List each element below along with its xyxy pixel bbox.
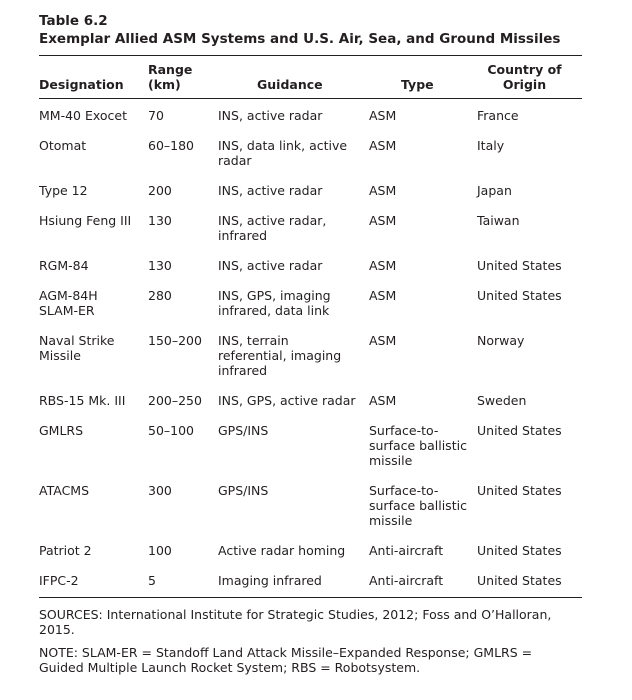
cell-type-line: ASM: [369, 183, 397, 198]
cell-range: 130: [148, 213, 172, 228]
cell-guidance-line: INS, GPS, active radar: [218, 393, 356, 408]
cell-type-line: Anti-aircraft: [369, 543, 444, 558]
sources-note: SOURCES: International Institute for Strategic Studies, 2012; Foss and O’Halloran, 2015.: [39, 607, 552, 637]
cell-type-line: surface ballistic: [369, 438, 467, 453]
cell-type-line: ASM: [369, 393, 397, 408]
header-country-line1: Country of: [487, 62, 562, 77]
cell-designation-line: SLAM-ER: [39, 303, 95, 318]
cell-country: Sweden: [477, 393, 527, 408]
cell-guidance-line: GPS/INS: [218, 483, 269, 498]
cell-country: Norway: [477, 333, 525, 348]
cell-guidance: [218, 99, 369, 139]
header-country: [477, 56, 582, 99]
cell-range: 50–100: [148, 423, 195, 438]
cell-designation-line: Missile: [39, 348, 81, 363]
cell-type: [369, 258, 477, 288]
table-number: Table 6.2: [39, 13, 108, 29]
cell-type: [369, 483, 477, 543]
cell-designation: [39, 333, 148, 393]
cell-range: 60–180: [148, 138, 195, 153]
cell-country: United States: [477, 483, 562, 498]
cell-type-line: Surface-to-: [369, 483, 439, 498]
cell-designation: [39, 99, 148, 139]
cell-designation: [39, 183, 148, 213]
cell-guidance: [218, 183, 369, 213]
cell-range: 130: [148, 258, 172, 273]
table-row: [39, 393, 582, 423]
table-row: [39, 258, 582, 288]
cell-designation-line: RGM-84: [39, 258, 89, 273]
cell-guidance-line: INS, GPS, imaging: [218, 288, 331, 303]
cell-designation-line: GMLRS: [39, 423, 84, 438]
cell-designation-line: Patriot 2: [39, 543, 92, 558]
cell-type-line: surface ballistic: [369, 498, 467, 513]
cell-guidance-line: Active radar homing: [218, 543, 346, 558]
cell-guidance: [218, 393, 369, 423]
header-designation: Designation: [39, 77, 124, 92]
cell-designation: [39, 393, 148, 423]
cell-designation-line: Type 12: [39, 183, 88, 198]
cell-designation-line: AGM-84H: [39, 288, 98, 303]
table-body: [39, 99, 582, 598]
cell-designation-line: ATACMS: [39, 483, 90, 498]
cell-guidance-line: infrared, data link: [218, 303, 330, 318]
cell-type: [369, 423, 477, 483]
cell-guidance-line: Imaging infrared: [218, 573, 322, 588]
cell-type: [369, 393, 477, 423]
cell-guidance: [218, 288, 369, 333]
cell-country: United States: [477, 543, 562, 558]
cell-type: [369, 573, 477, 598]
cell-guidance-line: infrared: [218, 363, 268, 378]
cell-type-line: missile: [369, 513, 413, 528]
cell-guidance-line: INS, active radar: [218, 108, 323, 123]
cell-country: United States: [477, 258, 562, 273]
table-figure: [39, 12, 582, 683]
cell-range: 200: [148, 183, 172, 198]
cell-range: 150–200: [148, 333, 202, 348]
header-guidance: Guidance: [257, 77, 323, 92]
cell-type-line: ASM: [369, 288, 397, 303]
cell-designation: [39, 213, 148, 258]
cell-range: 200–250: [148, 393, 202, 408]
cell-type: [369, 138, 477, 183]
header-type: Type: [401, 77, 434, 92]
cell-country: Taiwan: [477, 213, 520, 228]
cell-designation-line: IFPC-2: [39, 573, 79, 588]
cell-designation-line: Otomat: [39, 138, 87, 153]
header-range: Range (km): [148, 62, 193, 92]
cell-guidance: [218, 543, 369, 573]
table-row: [39, 423, 582, 483]
cell-guidance: [218, 138, 369, 183]
abbreviation-note: NOTE: SLAM-ER = Standoff Land Attack Missile–Expanded Response; GMLRS = Guided Multiple Launch Rocket System; RBS = Robotsystem.: [39, 645, 533, 675]
cell-type-line: Surface-to-: [369, 423, 439, 438]
cell-designation: [39, 483, 148, 543]
cell-range: 100: [148, 543, 172, 558]
cell-country: United States: [477, 423, 562, 438]
cell-guidance: [218, 213, 369, 258]
cell-type: [369, 288, 477, 333]
cell-guidance: [218, 423, 369, 483]
cell-designation: [39, 423, 148, 483]
cell-guidance-line: INS, data link, active: [218, 138, 348, 153]
table-notes: [39, 607, 559, 675]
cell-type-line: missile: [369, 453, 413, 468]
header-country-line2: Origin: [502, 77, 547, 92]
cell-type: [369, 99, 477, 139]
table-title: Exemplar Allied ASM Systems and U.S. Air, Sea, and Ground Missiles: [39, 31, 561, 47]
cell-type-line: ASM: [369, 333, 397, 348]
cell-designation: [39, 138, 148, 183]
cell-guidance-line: INS, active radar,: [218, 213, 327, 228]
cell-range: 280: [148, 288, 172, 303]
cell-guidance-line: GPS/INS: [218, 423, 269, 438]
table-row: [39, 483, 582, 543]
cell-type-line: Anti-aircraft: [369, 573, 444, 588]
cell-designation-line: MM-40 Exocet: [39, 108, 127, 123]
table-row: [39, 183, 582, 213]
cell-country: Italy: [477, 138, 505, 153]
cell-type: [369, 333, 477, 393]
table-row: [39, 99, 582, 139]
table-row: [39, 573, 582, 598]
table-row: [39, 288, 582, 333]
cell-range: 5: [148, 573, 156, 588]
cell-designation-line: Hsiung Feng III: [39, 213, 132, 228]
header-row: [39, 56, 582, 99]
cell-guidance-line: referential, imaging: [218, 348, 342, 363]
missile-table: [39, 56, 582, 598]
cell-designation-line: RBS-15 Mk. III: [39, 393, 126, 408]
cell-designation: [39, 258, 148, 288]
cell-type-line: ASM: [369, 138, 397, 153]
cell-designation-line: Naval Strike: [39, 333, 115, 348]
cell-designation: [39, 573, 148, 598]
cell-country: United States: [477, 288, 562, 303]
table-row: [39, 213, 582, 258]
cell-guidance: [218, 483, 369, 543]
cell-country: United States: [477, 573, 562, 588]
table-row: [39, 138, 582, 183]
cell-designation: [39, 288, 148, 333]
cell-guidance: [218, 258, 369, 288]
cell-country: Japan: [477, 183, 512, 198]
cell-type: [369, 213, 477, 258]
cell-designation: [39, 543, 148, 573]
table-row: [39, 543, 582, 573]
cell-country: France: [477, 108, 519, 123]
cell-type-line: ASM: [369, 213, 397, 228]
cell-type: [369, 543, 477, 573]
cell-type-line: ASM: [369, 258, 397, 273]
cell-range: 70: [148, 108, 164, 123]
cell-type: [369, 183, 477, 213]
cell-guidance-line: infrared: [218, 228, 268, 243]
cell-range: 300: [148, 483, 172, 498]
cell-guidance-line: INS, active radar: [218, 258, 323, 273]
cell-guidance-line: INS, active radar: [218, 183, 323, 198]
cell-guidance-line: INS, terrain: [218, 333, 289, 348]
cell-guidance-line: radar: [218, 153, 252, 168]
cell-type-line: ASM: [369, 108, 397, 123]
cell-guidance: [218, 573, 369, 598]
cell-guidance: [218, 333, 369, 393]
table-row: [39, 333, 582, 393]
